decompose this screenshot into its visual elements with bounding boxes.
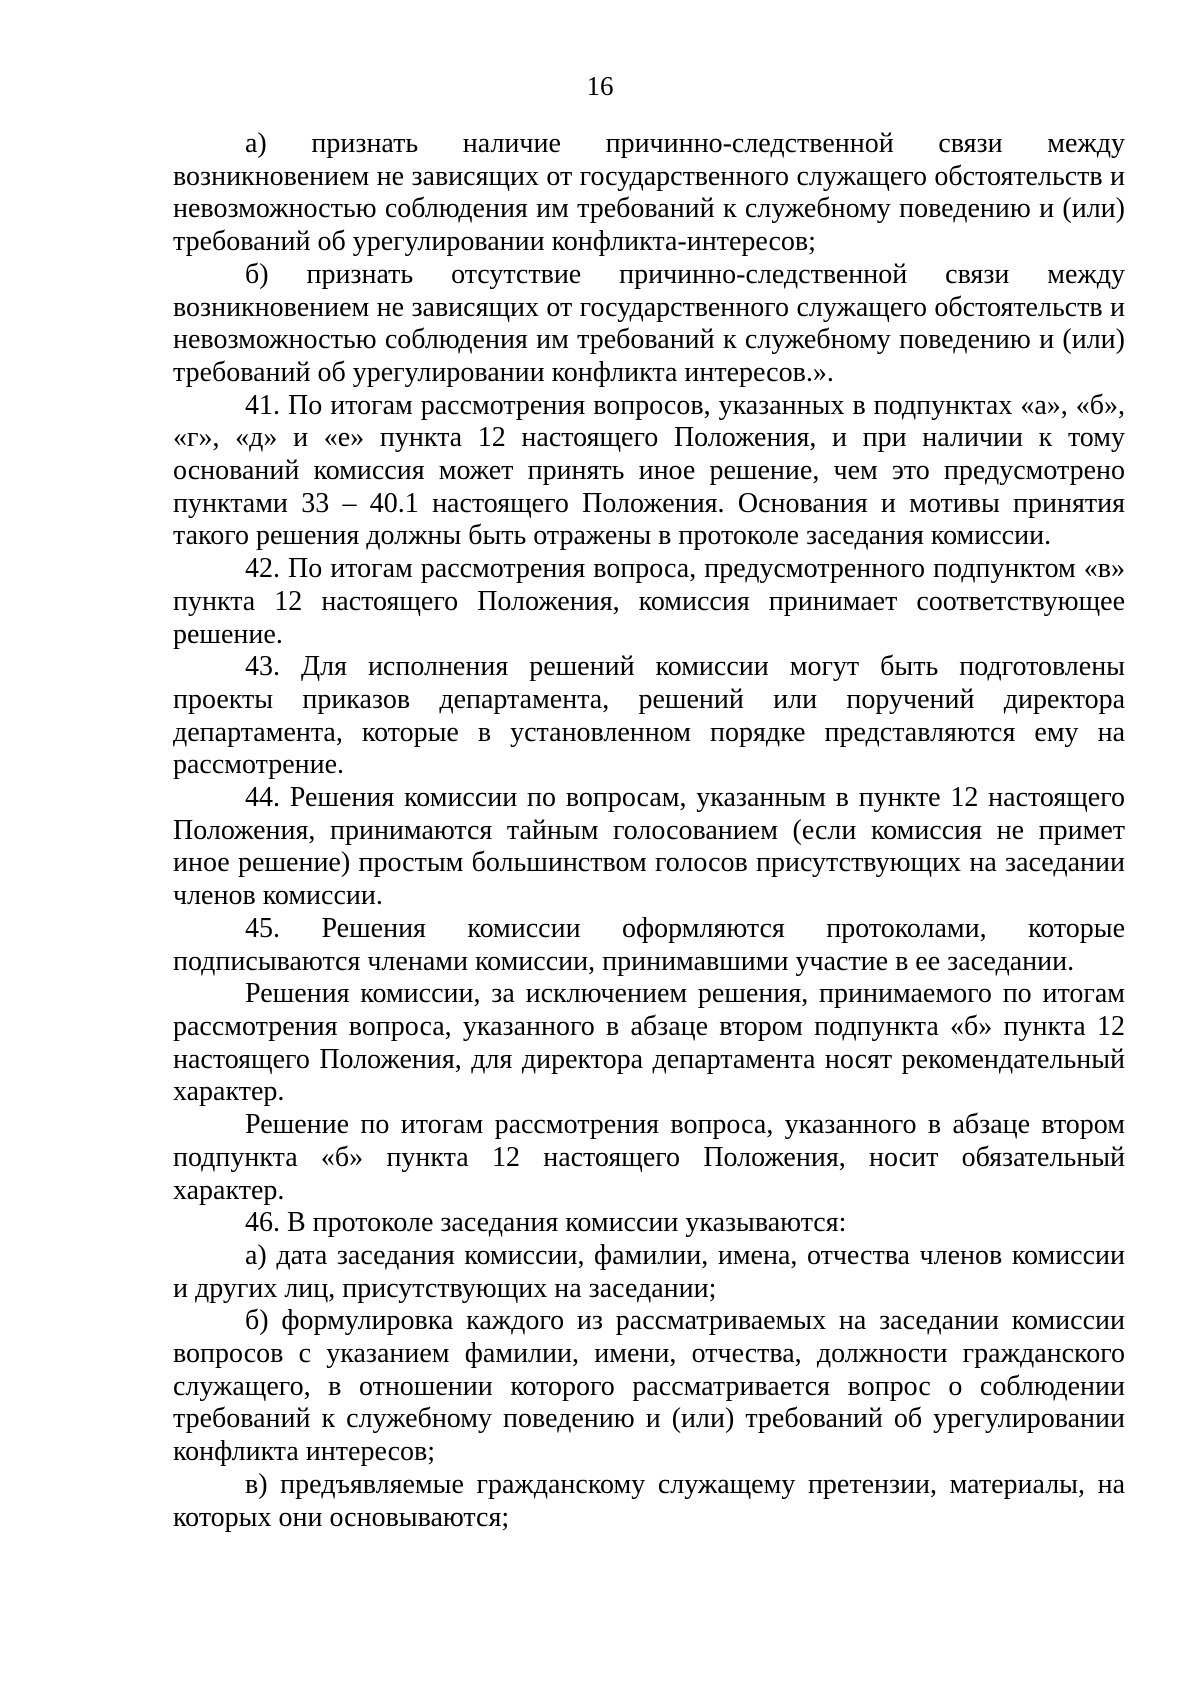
paragraph-40-b: б) признать отсутствие причинно-следственной связи между возникновением не зависящих от государственного служащего обстоятельств и невозможностью соблюдения им требований к служебному поведению и (или) требований об урегулировании конфликта интересов.».: [173, 258, 1125, 388]
paragraph-45-mandatory: Решение по итогам рассмотрения вопроса, указанного в абзаце втором подпункта «б» пункта 12 настоящего Положения, носит обязательный характер.: [173, 1109, 1125, 1206]
paragraph-45: 45. Решения комиссии оформляются протоколами, которые подписываются членами комиссии, принимавшими участие в ее заседании.: [173, 912, 1125, 977]
paragraph-45-recommendation: Решения комиссии, за исключением решения, принимаемого по итогам рассмотрения вопроса, указанного в абзаце втором подпункта «б» пункта 12 настоящего Положения, для директора департамента носят рекомендательный характер.: [173, 978, 1125, 1108]
paragraph-40-a: а) признать наличие причинно-следственной связи между возникновением не зависящих от государственного служащего обстоятельств и невозможностью соблюдения им требований к служебному поведению и (или) требований об урегулировании конфликта-интересов;: [173, 128, 1125, 258]
paragraph-43: 43. Для исполнения решений комиссии могут быть подготовлены проекты приказов департамента, решений или поручений директора департамента, которые в установленном порядке представляются ему на рассмотрение.: [173, 651, 1125, 781]
paragraph-42: 42. По итогам рассмотрения вопроса, предусмотренного подпунктом «в» пункта 12 настоящего Положения, комиссия принимает соответствующее решение.: [173, 553, 1125, 650]
paragraph-46-b: б) формулировка каждого из рассматриваемых на заседании комиссии вопросов с указанием фамилии, имени, отчества, должности гражданского служащего, в отношении которого рассматривается вопрос о соблюдении требований к служебному поведению и (или) требований об урегулировании конфликта интересов;: [173, 1305, 1125, 1468]
paragraph-46-a: а) дата заседания комиссии, фамилии, имена, отчества членов комиссии и других лиц, присутствующих на заседании;: [173, 1239, 1125, 1304]
document-body: [173, 128, 1125, 1534]
paragraph-46: 46. В протоколе заседания комиссии указываются:: [245, 1207, 847, 1239]
page-number: 16: [586, 71, 614, 101]
paragraph-41: 41. По итогам рассмотрения вопросов, указанных в подпунктах «а», «б», «г», «д» и «е» пункта 12 настоящего Положения, и при наличии к тому оснований комиссия может принять иное решение, чем это предусмотрено пунктами 33 – 40.1 настоящего Положения. Основания и мотивы принятия такого решения должны быть отражены в протоколе заседания комиссии.: [173, 389, 1125, 552]
paragraph-46-c: в) предъявляемые гражданскому служащему претензии, материалы, на которых они основываются;: [173, 1468, 1125, 1533]
paragraph-44: 44. Решения комиссии по вопросам, указанным в пункте 12 настоящего Положения, принимаются тайным голосованием (если комиссия не примет иное решение) простым большинством голосов присутствующих на заседании членов комиссии.: [173, 782, 1125, 912]
